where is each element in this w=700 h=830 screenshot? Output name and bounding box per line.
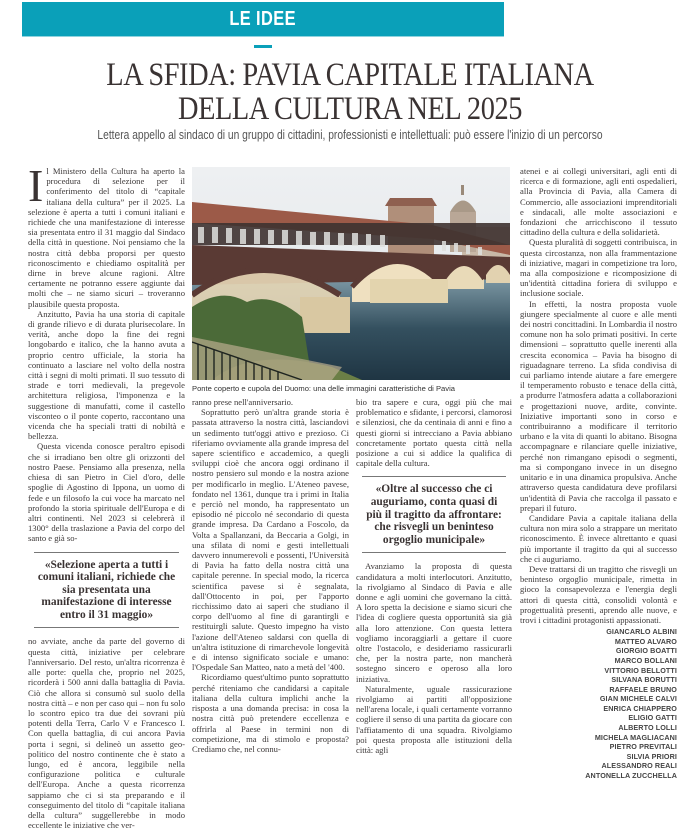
paragraph: Il Ministero della Cultura ha aperto la procedura di selezione per il conferimento del titolo di “capitale italiana della cultura” per il 2025. La selezione è aperta a tutti i comuni italiani e richiede che una manifestazione di interesse sia presentata entro il 31 maggio dal Sindaco della città in questione. Noi pensiamo che la nostra città debba proporsi per questo riconoscimento e chiediamo ospitalità per dirne in breve alcune ragioni. Altre certamente ne potranno essere aggiunte dai molti che – ne siamo sicuri – troveranno plausibile questa proposta. [28,160,185,309]
headline-line-1: LA SFIDA: PAVIA CAPITALE ITALIANA [106,57,594,93]
paragraph: Ricordiamo quest'ultimo punto soprattutto perché riteniamo che candidarsi a capitale italiana della cultura implichi anche la risposta a una domanda precisa: in cosa la nostra città può pretendere eccellenza e offrirla al Paese in termini non di competizione, ma di stimolo e proposta? Crediamo che, nel connu- [192,672,349,754]
paragraph: Naturalmente, uguale rassicurazione rivolgiamo ai partiti all'opposizione nell'arena locale, i quali certamente vorranno cogliere il senso di una partita da giocare con l'affiatamento di una squadra. Rivolgiamo poi questa proposta alle istituzioni della città: agli [356,683,512,756]
signature: GIANCARLO ALBINI [606,627,677,637]
article-photo [192,167,510,380]
paragraph: Questa pluralità di soggetti contribuisca, in questa circostanza, non alla frammentazione di iniziative, magari in competizione tra loro, ma alla composizione e ricomposizione di un'identità cittadina foriera di sviluppo e inclusione sociale. [520,237,677,299]
signature: SILVIA PRIORI [626,751,677,761]
subtitle-text: Lettera appello al sindaco di un gruppo di cittadini, professionisti e intellettuali: può essere l'inizio di un percorso [97,128,603,142]
photo-caption: Ponte coperto e cupola del Duomo: una delle immagini caratteristiche di Pavia [192,384,455,393]
signature: SILVANA BORUTTI [611,675,677,685]
section-banner [22,2,504,37]
paragraph: In effetti, la nostra proposta vuole giungere specialmente al cuore e alle menti dei nostri concittadini. In Lombardia il nostro comune non ha solo primati positivi. In certe dimensioni – soprattutto quelle inerenti alla crescita economica – Pavia ha bisogno di riguadagnare terreno. La sfida condivisa di cui parliamo intende aiutare a fare emergere il temperamento robusto e tenace della città, a produrre l'atmosfera adatta a collaborazioni e progettazioni nuove, ardite, convinte. Iniziative importanti sono in corso e contribuiranno a modificare il territorio urbano e la vita di quanti lo abitano. Bisogna accompagnare e rilanciare quelle iniziative, perché non rimangano episodi o segmenti, ma si compongano invece in un disegno unitario e in una dinamica propulsiva. Anche attraverso questa candidatura deve profilarsi un'identità di Pavia che raccolga il passato e prepari il futuro. [520,298,677,513]
covered-bridge-photo [192,167,510,380]
article-subtitle [0,128,700,142]
signature: MICHELA MAGLIACANI [594,732,677,742]
article-column-3 [356,397,512,755]
paragraph: Anzitutto, Pavia ha una storia di capitale di grande rilievo e di durata plurisecolare. In verità, anche dopo la fine dei regni longobardo e italico, che la hanno avuta a proprio centro ufficiale, la storia ha continuato a lasciare nel volto della nostra città i segni di molti primati. Il suo tessuto di strade e torri medievali, la pregevole architettura religiosa, l'imponenza e la suggestione di manufatti, come il castello visconteo o il ponte coperto, raccontano una vicenda che ha speciali tratti di nobiltà e bellezza. [28,308,185,442]
paragraph: no avviate, anche da parte del governo di questa città, iniziative per celebrare l'anniversario. Del resto, un'altra ricorrenza è alle porte: quella che, proprio nel 2025, ricorderà i 500 anni dalla battaglia di Pavia. Ciò che allora si consumò sul suolo della nostra città – e non per caso qui – non fu solo lo scontro epico tra due dei sovrani più potenti della Terra, Carlo V e Francesco I. Con quella battaglia, di cui ancora Pavia porta i segni, si delineò un assetto geo-politico del nostro continente che è stato a lungo, ed è ancora, leggibile nella configurazione politica e culturale dell'Europa. Anche a questa ricorrenza sappiamo che ci si sta preparando e il conseguimento del titolo di “capitale italiana della cultura” suggellerebbe in modo eccellente le iniziative che ver- [28,636,185,830]
section-label: LE IDEE [229,7,297,30]
signatures-list [520,627,677,781]
signature: ALESSANDRO REALI [601,761,677,771]
article-headline [0,58,700,126]
paragraph: ranno prese nell'anniversario. [192,397,294,407]
signature: MARCO BOLLANI [614,655,677,665]
accent-divider [254,45,272,48]
pull-quote: «Selezione aperta a tutti i comuni italiani, richiede che sia presentata una manifestazione di interesse entro il 31 maggio» [34,552,179,629]
paragraph: Candidare Pavia a capitale italiana della cultura non mira solo a strappare un meritato riconoscimento. È invece altrettanto e quasi più importante il tragitto da qui al successo che ci auguriamo. [520,512,677,564]
paragraph: Avanziamo la proposta di questa candidatura a molti interlocutori. Anzitutto, la rivolgiamo al Sindaco di Pavia e alle donne e agli uomini che governano la città. A loro spetta la decisione e siamo sicuri che l'idea di cogliere questa opportunità sia già alla loro attenzione. Con questa lettera vogliamo incoraggiarli a gettare il cuore oltre l'ostacolo, e desideriamo rassicurarli che, per la nostra parte, non mancherà sostegno sincero e operoso alla loro iniziativa. [356,561,512,684]
drop-cap: I [28,160,44,211]
paragraph: Deve trattarsi di un tragitto che risvegli un beninteso orgoglio municipale, rimetta in gioco la consapevolezza e l'energia degli attori di questa città, consolidi volontà e progettualità presenti, aprendo alle nuove, e trovi i cittadini protagonisti appassionati. [520,563,677,625]
signature: GIAN MICHELE CALVI [599,694,677,704]
signature: RAFFAELE BRUNO [609,684,677,694]
signature: ALBERTO LOLLI [618,723,677,733]
paragraph: bio tra sapere e cura, oggi più che mai problematico e sfidante, i percorsi, clamorosi e silenziosi, che da centinaia di anni e fino a questi giorni si intrecciano a Pavia abbiano concretamente portato questa città nella posizione a cui si addice la qualifica di capitale della cultura. [356,397,512,469]
signature: VITTORIO BELLOTTI [604,665,677,675]
signature: ENRICA CHIAPPERO [603,703,677,713]
signature: ELIGIO GATTI [628,713,677,723]
signature: ANTONELLA ZUCCHELLA [585,771,677,781]
signature: MATTEO ALVARO [614,636,677,646]
pull-quote: «Oltre al successo che ci auguriamo, conta quasi di più il tragitto da affrontare: che risvegli un beninteso orgoglio municipale» [362,476,506,553]
signature: PIETRO PREVITALI [609,742,677,752]
article-column-1 [28,160,185,830]
paragraph: Soprattutto però un'altra grande storia è passata attraverso la nostra città, lasciandovi un sedimento tutt'oggi attivo e prezioso. Ci riferiamo ovviamente alla grande impresa del sapere scientifico e accademico, a quegli sviluppi cioè che ancora oggi ordinano il nostro pensiero sul mondo e la nostra azione per modificarlo in meglio. L'Ateneo pavese, fondato nel 1361, dunque tra i primi in Italia e perciò nel mondo, ha rappresentato un episodio né piccolo né secondario di questa grande impresa. Da Cardano a Foscolo, da Volta a Spallanzani, da Beccaria a Golgi, in una sfilata di nomi e gesti intellettuali davvero innumerevoli e possenti, l'Università di Pavia ha fatto della nostra città una capitale perenne. In special modo, la ricerca scientifica pavese si è segnalata, dall'Ottocento in poi, per l'apporto ricchissimo dato ai saperi che studiano il corpo dell'uomo al fine di garantirgli e restituirgli salute. Questo impegno ha visto l'azione dell'Ateneo saldarsi con quella di un'altra istituzione di rimarchevole longevità e di intenso significato sociale e umano: l'Ospedale San Matteo, nato a metà del '400. [192,407,349,673]
headline-line-2: DELLA CULTURA NEL 2025 [178,91,522,127]
paragraph: Questa vicenda conosce peraltro episodi che si irradiano ben oltre gli orizzonti del nostro Paese. Pensiamo alla presenza, nella chiesa di san Pietro in Ciel d'oro, delle spoglie di Agostino di Ippona, un uomo di fede e un filosofo la cui voce ha marcato nel profondo la storia spirituale dell'Europa e di altri continenti. Nel 2023 si celebrerà il 1300° della traslazione a Pavia del corpo del santo e già so- [28,441,185,544]
signature: GIORGIO BOATTI [615,646,677,656]
article-column-4 [520,166,677,781]
paragraph: atenei e ai collegi universitari, agli enti di ricerca e di formazione, agli enti ospedalieri, alla Provincia di Pavia, alla Camera di Commercio, alle associazioni imprenditoriali e sindacali, alle molte associazioni e fondazioni che arricchiscono il tessuto cittadino della cultura e della solidarietà. [520,166,677,238]
article-column-2 [192,397,349,754]
